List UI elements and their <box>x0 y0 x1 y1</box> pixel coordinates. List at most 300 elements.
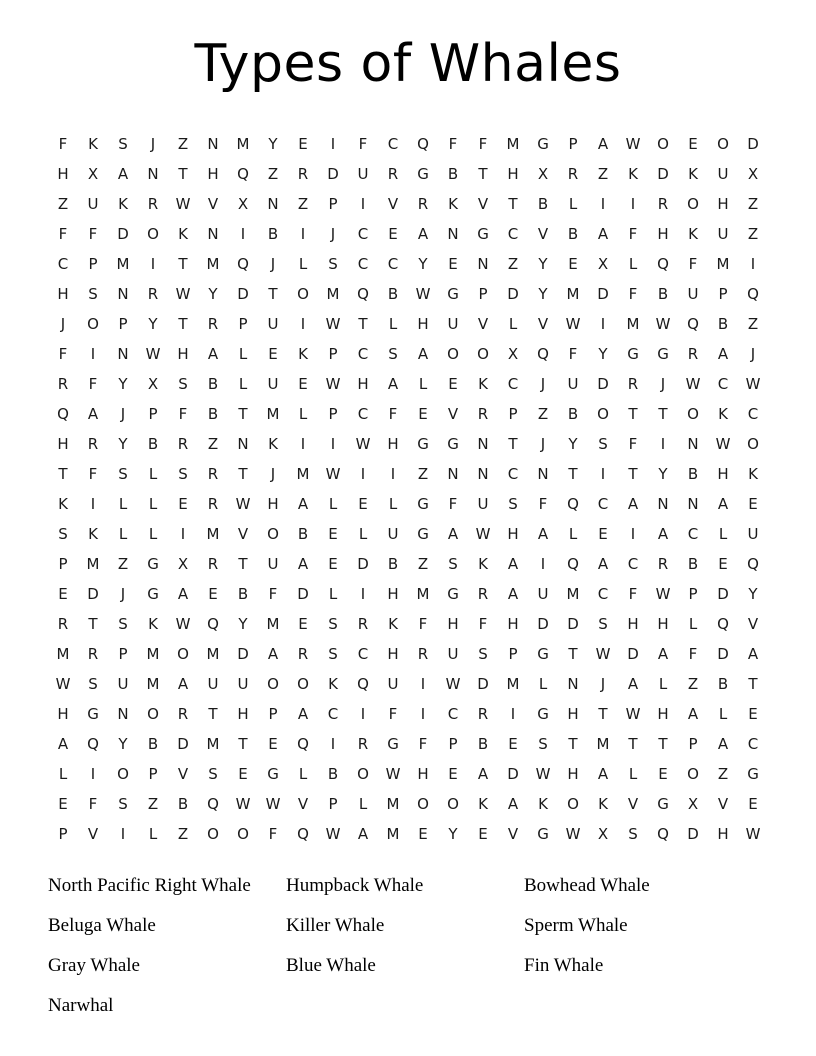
grid-cell[interactable]: A <box>177 585 189 604</box>
grid-cell[interactable]: X <box>507 345 519 364</box>
grid-cell[interactable]: T <box>178 165 188 184</box>
grid-cell[interactable]: C <box>507 465 519 484</box>
grid-cell[interactable]: X <box>237 195 249 214</box>
grid-cell[interactable]: T <box>178 255 188 274</box>
grid-cell[interactable]: E <box>568 255 578 274</box>
grid-cell[interactable]: G <box>147 555 159 574</box>
grid-cell[interactable]: Q <box>57 405 69 424</box>
grid-cell[interactable]: N <box>657 495 669 514</box>
grid-cell[interactable]: W <box>445 675 461 694</box>
grid-cell[interactable]: H <box>657 705 669 724</box>
grid-cell[interactable]: A <box>507 585 519 604</box>
grid-cell[interactable]: J <box>120 585 126 604</box>
grid-cell[interactable]: F <box>688 255 698 274</box>
grid-cell[interactable]: D <box>597 285 609 304</box>
grid-cell[interactable]: C <box>357 645 369 664</box>
grid-cell[interactable]: W <box>595 645 611 664</box>
grid-cell[interactable]: U <box>537 585 549 604</box>
grid-cell[interactable]: Q <box>567 555 579 574</box>
grid-cell[interactable]: O <box>237 825 249 844</box>
grid-cell[interactable]: E <box>688 135 698 154</box>
grid-cell[interactable]: Y <box>538 255 548 274</box>
grid-cell[interactable]: Z <box>147 795 159 814</box>
grid-cell[interactable]: R <box>207 555 219 574</box>
grid-cell[interactable]: Y <box>118 435 128 454</box>
grid-cell[interactable]: K <box>688 165 698 184</box>
grid-cell[interactable]: W <box>55 675 71 694</box>
grid-cell[interactable]: T <box>748 675 758 694</box>
grid-cell[interactable]: J <box>270 465 276 484</box>
grid-cell[interactable]: R <box>567 165 579 184</box>
grid-cell[interactable]: A <box>57 735 69 754</box>
grid-cell[interactable]: S <box>208 765 218 784</box>
grid-cell[interactable]: E <box>508 735 518 754</box>
grid-cell[interactable]: I <box>600 315 606 334</box>
grid-cell[interactable]: I <box>540 555 546 574</box>
grid-cell[interactable]: L <box>628 765 638 784</box>
grid-cell[interactable]: O <box>297 675 309 694</box>
grid-cell[interactable]: N <box>237 435 249 454</box>
grid-cell[interactable]: R <box>207 465 219 484</box>
grid-cell[interactable]: W <box>565 825 581 844</box>
grid-cell[interactable]: T <box>508 195 518 214</box>
grid-cell[interactable]: E <box>418 405 428 424</box>
grid-cell[interactable]: R <box>207 315 219 334</box>
grid-cell[interactable]: G <box>627 345 639 364</box>
grid-cell[interactable]: A <box>297 495 309 514</box>
grid-cell[interactable]: X <box>687 795 699 814</box>
grid-cell[interactable]: W <box>565 315 581 334</box>
grid-cell[interactable]: W <box>265 795 281 814</box>
grid-cell[interactable]: K <box>178 225 188 244</box>
grid-cell[interactable]: S <box>118 795 128 814</box>
grid-cell[interactable]: N <box>207 135 219 154</box>
grid-cell[interactable]: L <box>658 675 668 694</box>
grid-cell[interactable]: G <box>147 585 159 604</box>
grid-cell[interactable]: T <box>238 405 248 424</box>
grid-cell[interactable]: J <box>540 435 546 454</box>
grid-cell[interactable]: R <box>297 645 309 664</box>
grid-cell[interactable]: R <box>657 195 669 214</box>
grid-cell[interactable]: O <box>477 345 489 364</box>
grid-cell[interactable]: T <box>568 645 578 664</box>
grid-cell[interactable]: A <box>597 225 609 244</box>
grid-cell[interactable]: U <box>687 285 699 304</box>
grid-cell[interactable]: A <box>297 705 309 724</box>
grid-cell[interactable]: R <box>627 375 639 394</box>
grid-cell[interactable]: C <box>597 495 609 514</box>
grid-cell[interactable]: L <box>388 315 398 334</box>
grid-cell[interactable]: A <box>447 525 459 544</box>
grid-cell[interactable]: Y <box>538 285 548 304</box>
grid-cell[interactable]: C <box>507 375 519 394</box>
grid-cell[interactable]: U <box>717 165 729 184</box>
grid-cell[interactable]: O <box>747 435 759 454</box>
grid-cell[interactable]: M <box>116 255 130 274</box>
grid-cell[interactable]: M <box>296 465 310 484</box>
grid-cell[interactable]: P <box>508 405 518 424</box>
grid-cell[interactable]: H <box>567 705 579 724</box>
grid-cell[interactable]: M <box>326 285 340 304</box>
grid-cell[interactable]: W <box>475 525 491 544</box>
grid-cell[interactable]: F <box>418 735 428 754</box>
grid-cell[interactable]: F <box>88 465 98 484</box>
grid-cell[interactable]: M <box>416 585 430 604</box>
grid-cell[interactable]: Z <box>267 165 279 184</box>
grid-cell[interactable]: A <box>657 525 669 544</box>
grid-cell[interactable]: Z <box>417 555 429 574</box>
grid-cell[interactable]: B <box>687 555 699 574</box>
grid-cell[interactable]: W <box>625 135 641 154</box>
grid-cell[interactable]: Y <box>208 285 218 304</box>
grid-cell[interactable]: J <box>540 375 546 394</box>
grid-cell[interactable]: H <box>207 165 219 184</box>
grid-cell[interactable]: P <box>268 705 278 724</box>
grid-cell[interactable]: X <box>87 165 99 184</box>
grid-cell[interactable]: S <box>88 285 98 304</box>
grid-cell[interactable]: A <box>417 345 429 364</box>
grid-cell[interactable]: S <box>118 615 128 634</box>
grid-cell[interactable]: A <box>117 165 129 184</box>
grid-cell[interactable]: V <box>477 195 489 214</box>
grid-cell[interactable]: M <box>596 735 610 754</box>
grid-cell[interactable]: M <box>146 675 160 694</box>
grid-cell[interactable]: S <box>118 465 128 484</box>
grid-cell[interactable]: A <box>507 795 519 814</box>
grid-cell[interactable]: F <box>628 225 638 244</box>
grid-cell[interactable]: E <box>178 495 188 514</box>
grid-cell[interactable]: T <box>268 285 278 304</box>
grid-cell[interactable]: R <box>477 705 489 724</box>
grid-cell[interactable]: A <box>687 705 699 724</box>
grid-cell[interactable]: F <box>388 705 398 724</box>
grid-cell[interactable]: F <box>628 585 638 604</box>
grid-cell[interactable]: L <box>298 405 308 424</box>
grid-cell[interactable]: P <box>718 285 728 304</box>
grid-cell[interactable]: D <box>507 765 519 784</box>
grid-cell[interactable]: N <box>477 255 489 274</box>
grid-cell[interactable]: P <box>328 405 338 424</box>
grid-cell[interactable]: F <box>388 405 398 424</box>
grid-cell[interactable]: F <box>568 345 578 364</box>
grid-cell[interactable]: R <box>57 375 69 394</box>
grid-cell[interactable]: G <box>657 345 669 364</box>
grid-cell[interactable]: A <box>597 555 609 574</box>
grid-cell[interactable]: V <box>237 525 249 544</box>
grid-cell[interactable]: H <box>417 315 429 334</box>
grid-cell[interactable]: D <box>657 165 669 184</box>
grid-cell[interactable]: A <box>297 555 309 574</box>
grid-cell[interactable]: H <box>507 165 519 184</box>
grid-cell[interactable]: X <box>597 825 609 844</box>
grid-cell[interactable]: I <box>510 705 516 724</box>
grid-cell[interactable]: T <box>58 465 68 484</box>
grid-cell[interactable]: F <box>688 645 698 664</box>
grid-cell[interactable]: E <box>328 525 338 544</box>
grid-cell[interactable]: Y <box>238 615 248 634</box>
grid-cell[interactable]: B <box>567 225 579 244</box>
grid-cell[interactable]: T <box>478 165 488 184</box>
grid-cell[interactable]: H <box>417 765 429 784</box>
grid-cell[interactable]: A <box>177 675 189 694</box>
grid-cell[interactable]: A <box>417 225 429 244</box>
grid-cell[interactable]: E <box>358 495 368 514</box>
grid-cell[interactable]: O <box>147 705 159 724</box>
grid-cell[interactable]: W <box>745 825 761 844</box>
grid-cell[interactable]: F <box>418 615 428 634</box>
grid-cell[interactable]: K <box>88 135 98 154</box>
grid-cell[interactable]: L <box>418 375 428 394</box>
grid-cell[interactable]: T <box>88 615 98 634</box>
grid-cell[interactable]: G <box>657 795 669 814</box>
grid-cell[interactable]: K <box>118 195 128 214</box>
grid-cell[interactable]: Q <box>657 825 669 844</box>
grid-cell[interactable]: Q <box>657 255 669 274</box>
grid-cell[interactable]: L <box>358 795 368 814</box>
grid-cell[interactable]: I <box>420 675 426 694</box>
grid-cell[interactable]: T <box>508 435 518 454</box>
grid-cell[interactable]: U <box>747 525 759 544</box>
grid-cell[interactable]: N <box>117 285 129 304</box>
grid-cell[interactable]: L <box>688 615 698 634</box>
grid-cell[interactable]: Y <box>118 375 128 394</box>
grid-cell[interactable]: T <box>658 405 668 424</box>
grid-cell[interactable]: I <box>360 465 366 484</box>
grid-cell[interactable]: J <box>270 255 276 274</box>
grid-cell[interactable]: R <box>687 345 699 364</box>
grid-cell[interactable]: A <box>717 735 729 754</box>
grid-cell[interactable]: L <box>148 495 158 514</box>
grid-cell[interactable]: G <box>537 135 549 154</box>
grid-cell[interactable]: A <box>627 495 639 514</box>
grid-cell[interactable]: M <box>386 825 400 844</box>
grid-cell[interactable]: B <box>207 375 219 394</box>
grid-cell[interactable]: R <box>417 195 429 214</box>
word-list-item[interactable]: Sperm Whale <box>524 915 628 937</box>
grid-cell[interactable]: V <box>507 825 519 844</box>
grid-cell[interactable]: W <box>145 345 161 364</box>
grid-cell[interactable]: I <box>90 495 96 514</box>
grid-cell[interactable]: W <box>235 795 251 814</box>
grid-cell[interactable]: H <box>717 195 729 214</box>
grid-cell[interactable]: C <box>387 135 399 154</box>
grid-cell[interactable]: K <box>268 435 278 454</box>
grid-cell[interactable]: Y <box>118 735 128 754</box>
grid-cell[interactable]: B <box>387 285 399 304</box>
grid-cell[interactable]: N <box>687 435 699 454</box>
grid-cell[interactable]: X <box>747 165 759 184</box>
grid-cell[interactable]: R <box>147 285 159 304</box>
grid-cell[interactable]: L <box>58 765 68 784</box>
grid-cell[interactable]: F <box>58 225 68 244</box>
grid-cell[interactable]: L <box>628 255 638 274</box>
grid-cell[interactable]: E <box>748 705 758 724</box>
grid-cell[interactable]: E <box>748 795 758 814</box>
word-list-item[interactable]: Beluga Whale <box>48 915 156 937</box>
grid-cell[interactable]: I <box>240 225 246 244</box>
grid-cell[interactable]: O <box>87 315 99 334</box>
grid-cell[interactable]: C <box>357 405 369 424</box>
word-list-item[interactable]: Gray Whale <box>48 955 140 977</box>
grid-cell[interactable]: T <box>238 555 248 574</box>
grid-cell[interactable]: J <box>600 675 606 694</box>
grid-cell[interactable]: F <box>478 135 488 154</box>
grid-cell[interactable]: D <box>357 555 369 574</box>
grid-cell[interactable]: F <box>88 225 98 244</box>
grid-cell[interactable]: Z <box>57 195 69 214</box>
grid-cell[interactable]: R <box>417 645 429 664</box>
grid-cell[interactable]: S <box>478 645 488 664</box>
grid-cell[interactable]: Q <box>357 285 369 304</box>
grid-cell[interactable]: L <box>298 765 308 784</box>
grid-cell[interactable]: I <box>630 195 636 214</box>
grid-cell[interactable]: O <box>117 765 129 784</box>
grid-cell[interactable]: O <box>267 525 279 544</box>
grid-cell[interactable]: P <box>328 195 338 214</box>
grid-cell[interactable]: G <box>447 435 459 454</box>
grid-cell[interactable]: H <box>57 705 69 724</box>
grid-cell[interactable]: U <box>387 675 399 694</box>
grid-cell[interactable]: G <box>417 525 429 544</box>
grid-cell[interactable]: C <box>357 225 369 244</box>
grid-cell[interactable]: A <box>717 345 729 364</box>
grid-cell[interactable]: K <box>628 165 638 184</box>
grid-cell[interactable]: G <box>477 225 489 244</box>
grid-cell[interactable]: P <box>118 645 128 664</box>
grid-cell[interactable]: Q <box>567 495 579 514</box>
grid-cell[interactable]: U <box>237 675 249 694</box>
grid-cell[interactable]: D <box>717 585 729 604</box>
grid-cell[interactable]: L <box>568 195 578 214</box>
grid-cell[interactable]: K <box>298 345 308 364</box>
grid-cell[interactable]: E <box>748 495 758 514</box>
grid-cell[interactable]: F <box>88 795 98 814</box>
grid-cell[interactable]: R <box>87 435 99 454</box>
grid-cell[interactable]: L <box>388 495 398 514</box>
grid-cell[interactable]: I <box>420 705 426 724</box>
grid-cell[interactable]: C <box>747 405 759 424</box>
grid-cell[interactable]: Y <box>418 255 428 274</box>
grid-cell[interactable]: A <box>597 135 609 154</box>
grid-cell[interactable]: I <box>600 195 606 214</box>
grid-cell[interactable]: F <box>448 135 458 154</box>
grid-cell[interactable]: H <box>57 165 69 184</box>
grid-cell[interactable]: M <box>206 255 220 274</box>
grid-cell[interactable]: T <box>658 735 668 754</box>
grid-cell[interactable]: Q <box>207 795 219 814</box>
grid-cell[interactable]: B <box>177 795 189 814</box>
grid-cell[interactable]: M <box>56 645 70 664</box>
grid-cell[interactable]: C <box>747 735 759 754</box>
grid-cell[interactable]: T <box>238 735 248 754</box>
grid-cell[interactable]: U <box>267 555 279 574</box>
grid-cell[interactable]: K <box>388 615 398 634</box>
grid-cell[interactable]: I <box>600 465 606 484</box>
grid-cell[interactable]: L <box>148 525 158 544</box>
grid-cell[interactable]: E <box>208 585 218 604</box>
grid-cell[interactable]: W <box>355 435 371 454</box>
grid-cell[interactable]: L <box>148 825 158 844</box>
grid-cell[interactable]: A <box>627 675 639 694</box>
grid-cell[interactable]: K <box>748 465 758 484</box>
grid-cell[interactable]: V <box>627 795 639 814</box>
grid-cell[interactable]: U <box>447 315 459 334</box>
grid-cell[interactable]: Z <box>297 195 309 214</box>
grid-cell[interactable]: D <box>87 585 99 604</box>
grid-cell[interactable]: J <box>120 405 126 424</box>
grid-cell[interactable]: P <box>688 585 698 604</box>
grid-cell[interactable]: Z <box>747 225 759 244</box>
grid-cell[interactable]: R <box>177 705 189 724</box>
grid-cell[interactable]: R <box>207 495 219 514</box>
grid-cell[interactable]: L <box>508 315 518 334</box>
grid-cell[interactable]: H <box>717 825 729 844</box>
grid-cell[interactable]: Z <box>177 825 189 844</box>
grid-cell[interactable]: A <box>597 765 609 784</box>
grid-cell[interactable]: E <box>478 825 488 844</box>
grid-cell[interactable]: U <box>87 195 99 214</box>
grid-cell[interactable]: N <box>447 465 459 484</box>
grid-cell[interactable]: M <box>386 795 400 814</box>
grid-cell[interactable]: L <box>118 525 128 544</box>
grid-cell[interactable]: B <box>267 225 279 244</box>
grid-cell[interactable]: Z <box>177 135 189 154</box>
grid-cell[interactable]: H <box>57 435 69 454</box>
grid-cell[interactable]: O <box>177 645 189 664</box>
grid-cell[interactable]: G <box>267 765 279 784</box>
grid-cell[interactable]: Z <box>597 165 609 184</box>
grid-cell[interactable]: C <box>507 225 519 244</box>
grid-cell[interactable]: D <box>507 285 519 304</box>
grid-cell[interactable]: N <box>447 225 459 244</box>
grid-cell[interactable]: W <box>325 315 341 334</box>
grid-cell[interactable]: M <box>266 405 280 424</box>
grid-cell[interactable]: I <box>360 705 366 724</box>
grid-cell[interactable]: O <box>687 405 699 424</box>
grid-cell[interactable]: A <box>507 555 519 574</box>
grid-cell[interactable]: A <box>357 825 369 844</box>
grid-cell[interactable]: B <box>297 525 309 544</box>
grid-cell[interactable]: V <box>387 195 399 214</box>
grid-cell[interactable]: B <box>327 765 339 784</box>
grid-cell[interactable]: U <box>717 225 729 244</box>
grid-cell[interactable]: Z <box>747 315 759 334</box>
grid-cell[interactable]: N <box>117 345 129 364</box>
grid-cell[interactable]: U <box>357 165 369 184</box>
grid-cell[interactable]: H <box>237 705 249 724</box>
grid-cell[interactable]: X <box>147 375 159 394</box>
grid-cell[interactable]: C <box>627 555 639 574</box>
grid-cell[interactable]: K <box>538 795 548 814</box>
grid-cell[interactable]: A <box>717 495 729 514</box>
grid-cell[interactable]: K <box>58 495 68 514</box>
grid-cell[interactable]: A <box>207 345 219 364</box>
grid-cell[interactable]: Y <box>658 465 668 484</box>
grid-cell[interactable]: R <box>57 615 69 634</box>
grid-cell[interactable]: R <box>297 165 309 184</box>
grid-cell[interactable]: P <box>478 285 488 304</box>
grid-cell[interactable]: P <box>58 825 68 844</box>
grid-cell[interactable]: H <box>57 285 69 304</box>
grid-cell[interactable]: C <box>717 375 729 394</box>
grid-cell[interactable]: Q <box>237 255 249 274</box>
grid-cell[interactable]: K <box>448 195 458 214</box>
grid-cell[interactable]: Y <box>448 825 458 844</box>
grid-cell[interactable]: B <box>537 195 549 214</box>
grid-cell[interactable]: L <box>238 375 248 394</box>
grid-cell[interactable]: E <box>448 255 458 274</box>
grid-cell[interactable]: S <box>178 465 188 484</box>
